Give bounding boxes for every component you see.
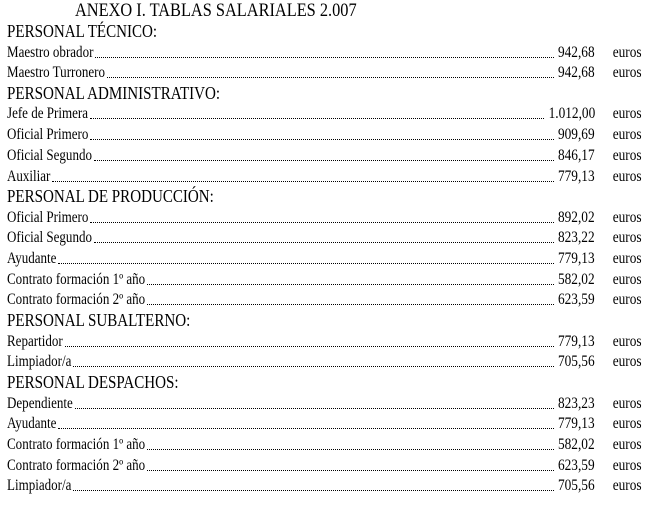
job-title: Dependiente: [7, 395, 73, 412]
salary-row: [7, 456, 642, 475]
salary-row: [7, 414, 642, 433]
salary-amount: 623,59: [558, 291, 595, 308]
currency-unit: euros: [613, 147, 642, 164]
dot-leader: [147, 282, 554, 285]
currency-unit: euros: [613, 168, 642, 185]
currency-unit: euros: [613, 291, 642, 308]
salary-amount: 582,02: [558, 436, 595, 453]
section-heading: PERSONAL TÉCNICO:: [7, 21, 158, 41]
job-title: Contrato formación 2º año: [7, 457, 146, 474]
currency-unit: euros: [613, 229, 642, 246]
salary-amount: 846,17: [558, 147, 595, 164]
salary-amount: 823,23: [558, 395, 595, 412]
section-heading: PERSONAL DE PRODUCCIÓN:: [7, 186, 214, 206]
dot-leader: [65, 344, 555, 347]
currency-unit: euros: [613, 126, 642, 143]
dot-leader: [90, 220, 554, 223]
salary-amount: 779,13: [558, 250, 595, 267]
salary-amount: 623,59: [558, 457, 595, 474]
currency-unit: euros: [613, 44, 642, 61]
salary-row: [7, 167, 642, 186]
salary-amount: 705,56: [558, 353, 595, 370]
salary-row: [7, 104, 642, 123]
salary-amount: 942,68: [558, 64, 595, 81]
salary-amount: 779,13: [558, 415, 595, 432]
salary-row: [7, 476, 642, 495]
dot-leader: [75, 406, 555, 409]
currency-unit: euros: [613, 395, 642, 412]
dot-leader: [107, 75, 554, 78]
salary-row: [7, 270, 642, 289]
job-title: Contrato formación 2º año: [7, 291, 146, 308]
job-title: Contrato formación 1º año: [7, 436, 146, 453]
job-title: Limpiador/a: [7, 353, 72, 370]
salary-amount: 909,69: [558, 126, 595, 143]
job-title: Ayudante: [7, 250, 57, 267]
job-title: Repartidor: [7, 333, 63, 350]
salary-row: [7, 435, 642, 454]
job-title: Oficial Primero: [7, 209, 89, 226]
section-heading: PERSONAL SUBALTERNO:: [7, 310, 191, 330]
job-title: Jefe de Primera: [7, 105, 88, 122]
salary-amount: 582,02: [558, 271, 595, 288]
dot-leader: [95, 55, 554, 58]
salary-row: [7, 352, 642, 371]
currency-unit: euros: [613, 436, 642, 453]
salary-row: [7, 208, 642, 227]
dot-leader: [94, 158, 554, 161]
currency-unit: euros: [613, 271, 642, 288]
job-title: Ayudante: [7, 415, 57, 432]
job-title: Limpiador/a: [7, 477, 72, 494]
salary-row: [7, 63, 642, 82]
salary-row: [7, 332, 642, 351]
dot-leader: [58, 426, 554, 429]
dot-leader: [58, 261, 554, 264]
salary-row: [7, 290, 642, 309]
dot-leader: [73, 364, 554, 367]
salary-row: [7, 146, 642, 165]
section-heading: PERSONAL DESPACHOS:: [7, 372, 179, 392]
dot-leader: [147, 302, 554, 305]
salary-row: [7, 249, 642, 268]
salary-row: [7, 125, 642, 144]
dot-leader: [52, 179, 554, 182]
dot-leader: [90, 116, 544, 119]
job-title: Auxiliar: [7, 168, 51, 185]
salary-amount: 1.012,00: [548, 105, 595, 122]
currency-unit: euros: [613, 105, 642, 122]
currency-unit: euros: [613, 64, 642, 81]
dot-leader: [73, 488, 554, 491]
salary-amount: 779,13: [558, 333, 595, 350]
dot-leader: [94, 240, 554, 243]
currency-unit: euros: [613, 209, 642, 226]
salary-amount: 942,68: [558, 44, 595, 61]
job-title: Contrato formación 1º año: [7, 271, 146, 288]
salary-row: [7, 394, 642, 413]
salary-amount: 779,13: [558, 168, 595, 185]
job-title: Maestro obrador: [7, 44, 94, 61]
salary-row: [7, 228, 642, 247]
section-heading: PERSONAL ADMINISTRATIVO:: [7, 83, 221, 103]
salary-amount: 892,02: [558, 209, 595, 226]
currency-unit: euros: [613, 333, 642, 350]
dot-leader: [147, 468, 554, 471]
document-title: ANEXO I. TABLAS SALARIALES 2.007: [75, 0, 357, 21]
currency-unit: euros: [613, 250, 642, 267]
salary-amount: 705,56: [558, 477, 595, 494]
currency-unit: euros: [613, 457, 642, 474]
currency-unit: euros: [613, 415, 642, 432]
salary-amount: 823,22: [558, 229, 595, 246]
job-title: Oficial Segundo: [7, 147, 92, 164]
currency-unit: euros: [613, 477, 642, 494]
job-title: Oficial Segundo: [7, 229, 92, 246]
salary-row: [7, 43, 642, 62]
dot-leader: [147, 447, 554, 450]
job-title: Oficial Primero: [7, 126, 89, 143]
dot-leader: [90, 137, 554, 140]
currency-unit: euros: [613, 353, 642, 370]
job-title: Maestro Turronero: [7, 64, 106, 81]
